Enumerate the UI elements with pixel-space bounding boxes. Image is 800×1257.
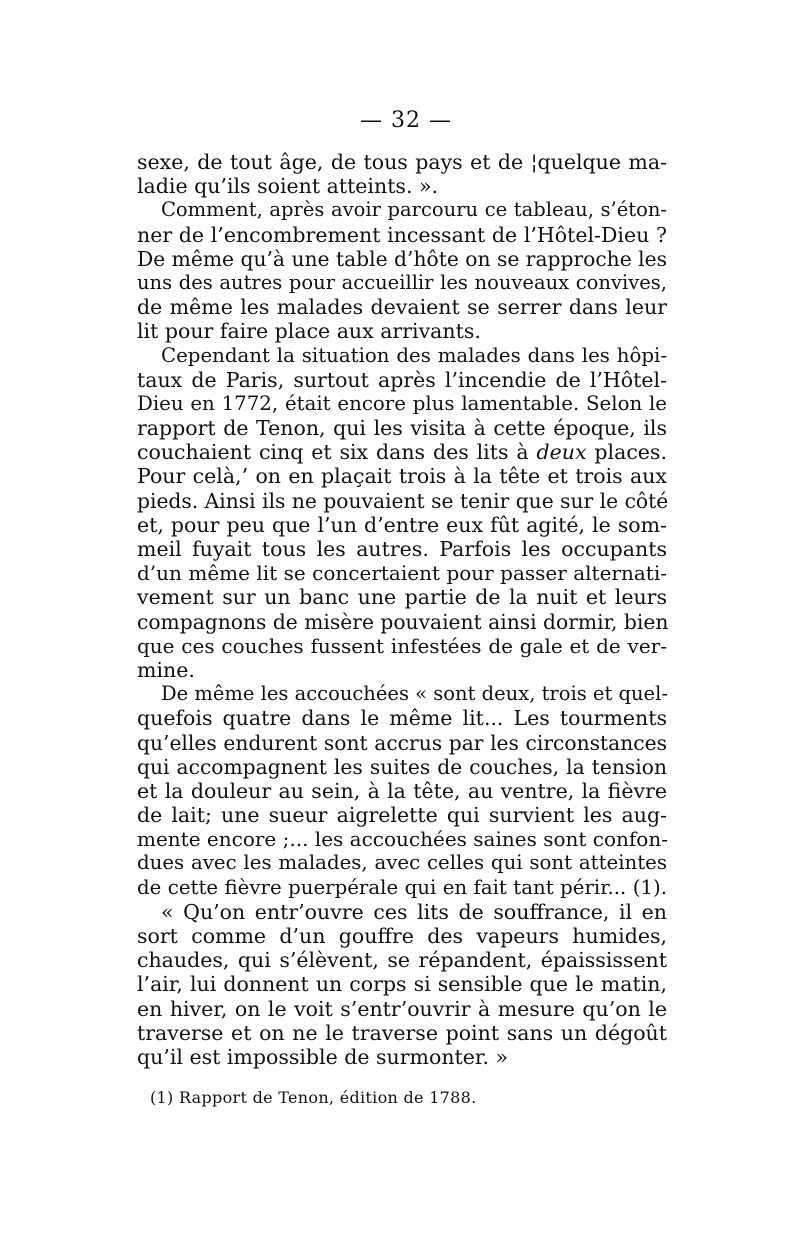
text-line bbox=[137, 150, 667, 174]
text-line bbox=[137, 851, 667, 875]
text-line bbox=[137, 682, 667, 706]
line-text: que ces couches fussent infestées de gale et de ver- bbox=[137, 633, 667, 658]
text-line bbox=[137, 827, 667, 851]
text-line bbox=[137, 489, 667, 513]
line-text: de même les malades devaient se serrer dans leur bbox=[137, 295, 667, 320]
line-text: qui accompagnent les suites de couches, la tension bbox=[137, 754, 667, 779]
text-line bbox=[137, 174, 667, 198]
line-text: rapport de Tenon, qui les visita à cette époque, ils bbox=[137, 416, 667, 441]
line-text: l’air, lui donnent un corps si sensible que le matin, bbox=[137, 972, 667, 997]
line-text: de lait; une sueur aigrelette qui survient les aug- bbox=[137, 803, 667, 828]
text-line bbox=[137, 634, 667, 658]
footnote: (1) Rapport de Tenon, édition de 1788. bbox=[150, 1088, 477, 1107]
text-line bbox=[137, 319, 667, 343]
line-text: mente encore ;... les accouchées saines sont confon- bbox=[137, 827, 668, 852]
line-text-after: places. bbox=[594, 440, 667, 465]
text-line bbox=[137, 610, 667, 634]
line-text: sort comme d’un gouffre des vapeurs humides, bbox=[137, 924, 667, 948]
line-text: Cependant la situation des malades dans les hôpi- bbox=[161, 343, 667, 367]
text-line bbox=[137, 416, 667, 440]
line-text: couchaient cinq et six dans des lits à bbox=[137, 440, 529, 465]
line-text: Comment, après avoir parcouru ce tableau, s’éton- bbox=[161, 198, 667, 222]
text-line bbox=[137, 585, 667, 609]
line-text: et la douleur au sein, à la tête, au ventre, la fièvre bbox=[137, 778, 667, 803]
line-text: pieds. Ainsi ils ne pouvaient se tenir que sur le côté bbox=[137, 488, 669, 513]
text-line bbox=[137, 440, 667, 464]
line-text: « Qu’on entr’ouvre ces lits de souffrance, il en bbox=[161, 899, 667, 924]
line-text: d’un même lit se concertaient pour passer alternati- bbox=[137, 561, 667, 586]
line-text: taux de Paris, surtout après l’incendie de l’Hôtel- bbox=[137, 367, 667, 392]
line-text: traverse et on ne le traverse point sans un dégoût bbox=[137, 1020, 667, 1045]
text-line bbox=[137, 537, 667, 561]
text-line bbox=[137, 997, 667, 1021]
line-text: Dieu en 1772, était encore plus lamentable. Selon le bbox=[137, 391, 667, 415]
text-line bbox=[137, 1045, 667, 1069]
line-text: en hiver, on le voit s’entr’ouvrir à mesure qu’on le bbox=[137, 996, 667, 1021]
line-text: de cette fièvre puerpérale qui en fait tant périr... (1). bbox=[137, 875, 667, 899]
text-line bbox=[137, 755, 667, 779]
page-number: — 32 — bbox=[360, 108, 452, 133]
line-text: De même qu’à une table d’hôte on se rapproche les bbox=[137, 246, 667, 271]
text-line bbox=[137, 658, 667, 682]
line-text: vement sur un banc une partie de la nuit et leurs bbox=[137, 585, 667, 610]
body-text bbox=[137, 150, 667, 1069]
text-line bbox=[137, 198, 667, 222]
line-text: mine. bbox=[137, 657, 195, 682]
text-line bbox=[137, 392, 667, 416]
text-line bbox=[137, 779, 667, 803]
text-line bbox=[137, 295, 667, 319]
line-text: chaudes, qui s’élèvent, se répandent, épaississent bbox=[137, 948, 667, 973]
line-text: ladie qu’ils soient atteints. ». bbox=[137, 174, 439, 199]
text-line bbox=[137, 948, 667, 972]
text-line bbox=[137, 271, 667, 295]
line-text: dues avec les malades, avec celles qui sont atteintes bbox=[137, 851, 667, 875]
text-line bbox=[137, 513, 667, 537]
line-text: De même les accouchées « sont deux, trois et quel- bbox=[161, 682, 668, 706]
line-text: sexe, de tout âge, de tous pays et de ¦quelque ma- bbox=[137, 150, 667, 174]
emphasis-text: deux bbox=[536, 440, 587, 465]
text-line bbox=[137, 223, 667, 247]
text-line bbox=[137, 900, 667, 924]
text-line bbox=[137, 803, 667, 827]
line-text: lit pour faire place aux arrivants. bbox=[137, 319, 481, 344]
line-text: ner de l’encombrement incessant de l’Hôtel-Dieu ? bbox=[137, 222, 667, 247]
line-text: qu’elles endurent sont accrus par les circonstances bbox=[137, 730, 667, 755]
text-line bbox=[137, 464, 667, 488]
text-line bbox=[137, 972, 667, 996]
line-text: quefois quatre dans le même lit... Les tourments bbox=[137, 706, 667, 731]
line-text: uns des autres pour accueillir les nouveaux convives, bbox=[137, 270, 667, 294]
text-line bbox=[137, 247, 667, 271]
line-text: qu’il est impossible de surmonter. » bbox=[137, 1044, 509, 1069]
line-text: Pour celà,’ on en plaçait trois à la tête et trois aux bbox=[137, 464, 667, 489]
text-line bbox=[137, 368, 667, 392]
text-line bbox=[137, 561, 667, 585]
text-line bbox=[137, 1021, 667, 1045]
text-line bbox=[137, 344, 667, 368]
line-text: meil fuyait tous les autres. Parfois les occupants bbox=[137, 537, 667, 561]
line-text: compagnons de misère pouvaient ainsi dormir, bien bbox=[137, 609, 669, 634]
line-text: et, pour peu que l’un d’entre eux fût agité, le som- bbox=[137, 512, 667, 537]
text-line bbox=[137, 731, 667, 755]
text-line bbox=[137, 924, 667, 948]
text-line bbox=[137, 876, 667, 900]
text-line bbox=[137, 706, 667, 730]
